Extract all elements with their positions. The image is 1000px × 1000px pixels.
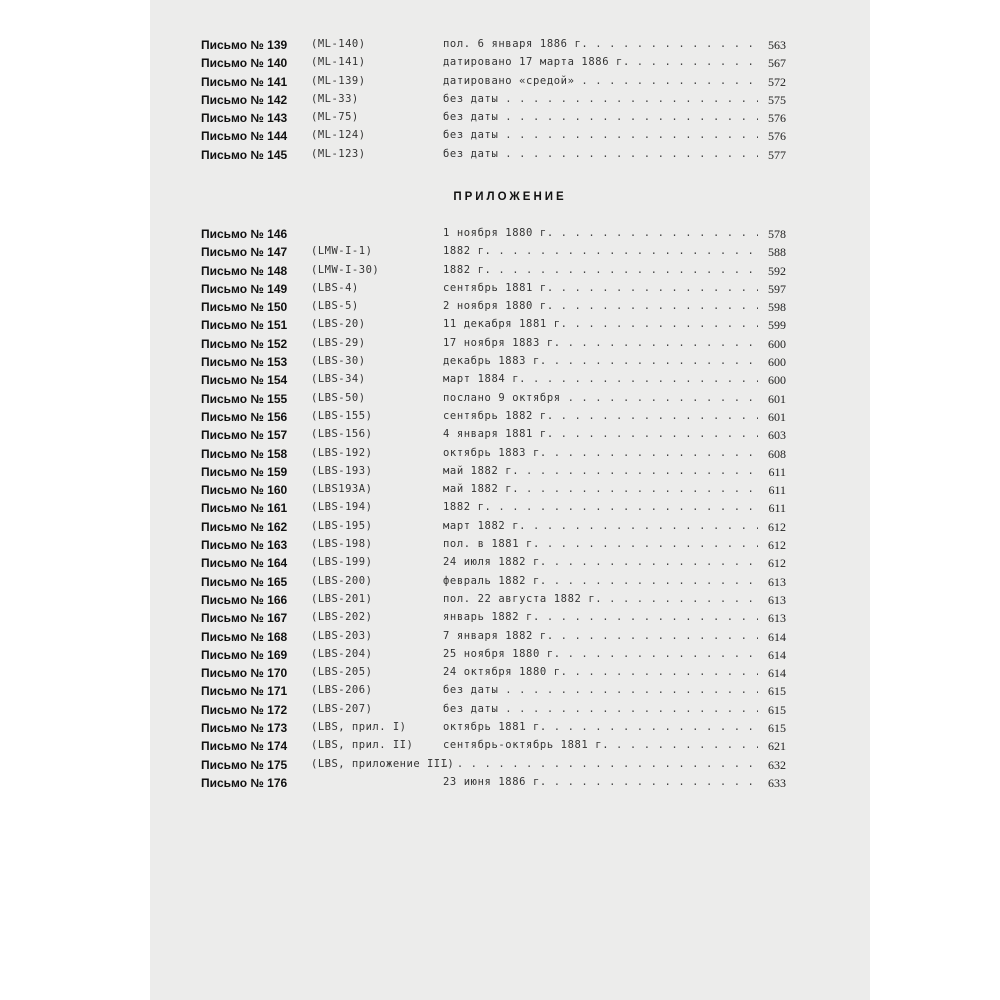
page-number: 612 xyxy=(768,538,786,553)
page-number: 572 xyxy=(768,74,786,89)
letter-title: Письмо № 144 xyxy=(201,129,288,144)
archive-code: (ML-124) xyxy=(311,129,366,142)
archive-code: (LBS, приложение III) xyxy=(311,757,455,770)
letter-title: Письмо № 158 xyxy=(201,446,288,461)
letter-date: 24 октября 1880 г. . . . xyxy=(443,666,758,678)
letter-date: без даты . . . xyxy=(443,93,758,105)
letter-date: послано 9 октября . . . xyxy=(443,392,758,404)
toc-entry xyxy=(201,55,786,73)
page-number: 576 xyxy=(768,111,786,126)
toc-entry xyxy=(201,610,786,628)
toc-entry xyxy=(201,629,786,647)
letter-date: март 1882 г. . . . xyxy=(443,520,758,532)
toc-entry xyxy=(201,537,786,555)
page-number: 598 xyxy=(768,300,786,315)
page-number: 611 xyxy=(768,501,786,516)
letter-title: Письмо № 151 xyxy=(201,318,288,333)
letter-date: 4 января 1881 г. . . . xyxy=(443,428,758,440)
contents-list-appendix xyxy=(201,226,786,793)
letter-title: Письмо № 147 xyxy=(201,245,288,260)
letter-title: Письмо № 154 xyxy=(201,373,288,388)
letter-date: 23 июня 1886 г. . . . xyxy=(443,776,758,788)
archive-code: (LBS-201) xyxy=(311,592,373,605)
toc-entry xyxy=(201,92,786,110)
toc-entry xyxy=(201,128,786,146)
letter-date: октябрь 1883 г. . . . xyxy=(443,447,758,459)
letter-date: датировано 17 марта 1886 г. . . . xyxy=(443,56,758,68)
letter-title: Письмо № 148 xyxy=(201,263,288,278)
toc-entry xyxy=(201,757,786,775)
archive-code: (LBS-5) xyxy=(311,300,359,313)
letter-title: Письмо № 168 xyxy=(201,629,288,644)
page-number: 601 xyxy=(768,391,786,406)
letter-date: март 1884 г. . . . xyxy=(443,373,758,385)
page-number: 599 xyxy=(768,318,786,333)
letter-date: 17 ноября 1883 г. . . . xyxy=(443,337,758,349)
letter-title: Письмо № 139 xyxy=(201,38,288,52)
page-number: 615 xyxy=(768,721,786,736)
page-number: 613 xyxy=(768,592,786,607)
archive-code: (LBS-156) xyxy=(311,428,373,441)
page-number: 575 xyxy=(768,92,786,107)
toc-entry xyxy=(201,147,786,165)
letter-title: Письмо № 172 xyxy=(201,702,288,717)
page-number: 611 xyxy=(768,464,786,479)
page-number: 612 xyxy=(768,556,786,571)
appendix-heading: ПРИЛОЖЕНИЕ xyxy=(453,191,567,203)
page-number: 621 xyxy=(768,739,786,754)
toc-entry xyxy=(201,244,786,262)
toc-entry xyxy=(201,683,786,701)
toc-entry xyxy=(201,592,786,610)
page-number: 612 xyxy=(768,519,786,534)
letter-date xyxy=(443,758,758,770)
letter-title: Письмо № 159 xyxy=(201,464,288,479)
archive-code: (LBS193A) xyxy=(311,483,373,496)
archive-code: (LBS, прил. I) xyxy=(311,721,407,734)
archive-code: (LBS-192) xyxy=(311,446,373,459)
page-number: 613 xyxy=(768,574,786,589)
archive-code: (LBS-4) xyxy=(311,281,359,294)
toc-entry xyxy=(201,702,786,720)
letter-date: январь 1882 г. . . . xyxy=(443,611,758,623)
letter-title: Письмо № 155 xyxy=(201,391,288,406)
toc-entry xyxy=(201,74,786,92)
toc-entry xyxy=(201,299,786,317)
archive-code: (LBS-193) xyxy=(311,464,373,477)
letter-title: Письмо № 142 xyxy=(201,92,288,107)
archive-code: (LBS-34) xyxy=(311,373,366,386)
page-number: 600 xyxy=(768,336,786,351)
page-number: 597 xyxy=(768,281,786,296)
toc-entry xyxy=(201,482,786,500)
letter-title: Письмо № 176 xyxy=(201,775,288,790)
page-number: 588 xyxy=(768,245,786,260)
letter-date: октябрь 1881 г. . . . xyxy=(443,721,758,733)
toc-entry xyxy=(201,574,786,592)
letter-title: Письмо № 160 xyxy=(201,483,288,498)
archive-code: (LBS-29) xyxy=(311,336,366,349)
toc-entry xyxy=(201,500,786,518)
archive-code: (LBS-155) xyxy=(311,409,373,422)
toc-entry xyxy=(201,391,786,409)
letter-title: Письмо № 152 xyxy=(201,336,288,351)
toc-entry xyxy=(201,263,786,281)
toc-entry xyxy=(201,738,786,756)
page-number: 577 xyxy=(768,147,786,162)
archive-code: (ML-123) xyxy=(311,147,366,160)
letter-date: сентябрь 1881 г. . . . xyxy=(443,282,758,294)
letter-title: Письмо № 171 xyxy=(201,684,288,699)
toc-entry xyxy=(201,110,786,128)
archive-code: (LBS-202) xyxy=(311,611,373,624)
toc-entry xyxy=(201,336,786,354)
letter-title: Письмо № 173 xyxy=(201,721,288,736)
letter-date: без даты . . . xyxy=(443,684,758,696)
page-number: 633 xyxy=(768,775,786,790)
letter-title: Письмо № 169 xyxy=(201,647,288,662)
letter-title: Письмо № 166 xyxy=(201,592,288,607)
toc-entry xyxy=(201,281,786,299)
letter-title: Письмо № 150 xyxy=(201,300,288,315)
archive-code: (LBS-203) xyxy=(311,629,373,642)
archive-code: (LBS-20) xyxy=(311,318,366,331)
toc-entry xyxy=(201,720,786,738)
letter-title: Письмо № 162 xyxy=(201,519,288,534)
letter-date: 11 декабря 1881 г. . . . xyxy=(443,318,758,330)
page-number: 614 xyxy=(768,647,786,662)
page-number: 611 xyxy=(768,483,786,498)
page-number: 632 xyxy=(768,757,786,772)
archive-code: (LBS-206) xyxy=(311,684,373,697)
letter-title: Письмо № 157 xyxy=(201,428,288,443)
letter-date: февраль 1882 г. . . . xyxy=(443,575,758,587)
archive-code: (LBS-198) xyxy=(311,538,373,551)
letter-date: 2 ноября 1880 г. . . . xyxy=(443,300,758,312)
archive-code: (ML-75) xyxy=(311,111,359,124)
archive-code: (LBS-204) xyxy=(311,647,373,660)
toc-entry xyxy=(201,775,786,793)
toc-entry xyxy=(201,519,786,537)
page-number: 576 xyxy=(768,129,786,144)
letter-title: Письмо № 143 xyxy=(201,111,288,126)
page-number: 615 xyxy=(768,684,786,699)
letter-title: Письмо № 167 xyxy=(201,611,288,626)
page-number: 592 xyxy=(768,263,786,278)
archive-code: (LBS-207) xyxy=(311,702,373,715)
letter-date: 1882 г. . . . xyxy=(443,264,758,276)
toc-entry xyxy=(201,665,786,683)
toc-entry xyxy=(201,409,786,427)
page-number: 615 xyxy=(768,702,786,717)
letter-date: май 1882 г. . . . xyxy=(443,483,758,495)
toc-entry xyxy=(201,555,786,573)
letter-date: сентябрь-октябрь 1881 г. . . . xyxy=(443,739,758,751)
letter-title: Письмо № 175 xyxy=(201,757,288,772)
archive-code: (LBS-199) xyxy=(311,556,373,569)
toc-entry xyxy=(201,464,786,482)
letter-date: май 1882 г. . . . xyxy=(443,465,758,477)
page-number: 614 xyxy=(768,629,786,644)
page-number: 614 xyxy=(768,666,786,681)
page-number: 613 xyxy=(768,611,786,626)
letter-date: 25 ноября 1880 г. . . . xyxy=(443,648,758,660)
archive-code: (ML-141) xyxy=(311,56,366,69)
archive-code: (LBS-195) xyxy=(311,519,373,532)
page-number: 578 xyxy=(768,227,786,241)
letter-title: Письмо № 163 xyxy=(201,538,288,553)
letter-date: декабрь 1883 г. . . . xyxy=(443,355,758,367)
toc-entry xyxy=(201,317,786,335)
archive-code: (ML-139) xyxy=(311,74,366,87)
letter-date: пол. 22 августа 1882 г. . . . xyxy=(443,593,758,605)
archive-code: (ML-33) xyxy=(311,92,359,105)
letter-date: пол. в 1881 г. . . . xyxy=(443,538,758,550)
toc-entry xyxy=(201,37,786,55)
letter-title: Письмо № 165 xyxy=(201,574,288,589)
letter-title: Письмо № 156 xyxy=(201,409,288,424)
toc-entry xyxy=(201,226,786,244)
toc-entry xyxy=(201,427,786,445)
letter-date: датировано «средой» . . . xyxy=(443,75,758,87)
letter-date: без даты . . . xyxy=(443,129,758,141)
letter-title: Письмо № 161 xyxy=(201,501,288,516)
archive-code: (LBS-50) xyxy=(311,391,366,404)
letter-title: Письмо № 149 xyxy=(201,281,288,296)
letter-title: Письмо № 146 xyxy=(201,227,288,241)
archive-code: (LBS-205) xyxy=(311,666,373,679)
toc-entry xyxy=(201,354,786,372)
archive-code: (LBS, прил. II) xyxy=(311,739,414,752)
letter-date: без даты . . . xyxy=(443,703,758,715)
letter-title: Письмо № 153 xyxy=(201,355,288,370)
archive-code: (LBS-30) xyxy=(311,355,366,368)
letter-date: без даты . . . xyxy=(443,148,758,160)
letter-title: Письмо № 170 xyxy=(201,666,288,681)
page-number: 600 xyxy=(768,373,786,388)
letter-date: 1882 г. . . . xyxy=(443,501,758,513)
contents-list-main xyxy=(201,37,786,165)
page-number: 601 xyxy=(768,409,786,424)
letter-date: 24 июля 1882 г. . . . xyxy=(443,556,758,568)
archive-code: (ML-140) xyxy=(311,38,366,50)
letter-title: Письмо № 174 xyxy=(201,739,288,754)
letter-date: без даты . . . xyxy=(443,111,758,123)
archive-code: (LBS-200) xyxy=(311,574,373,587)
toc-entry xyxy=(201,372,786,390)
page-number: 608 xyxy=(768,446,786,461)
letter-title: Письмо № 164 xyxy=(201,556,288,571)
letter-title: Письмо № 141 xyxy=(201,74,288,89)
letter-date: 1 ноября 1880 г. . . . xyxy=(443,227,758,239)
toc-entry xyxy=(201,446,786,464)
letter-date: сентябрь 1882 г. . . . xyxy=(443,410,758,422)
page-number: 600 xyxy=(768,355,786,370)
letter-title: Письмо № 140 xyxy=(201,56,288,71)
letter-date: 1882 г. . . . xyxy=(443,245,758,257)
toc-entry xyxy=(201,647,786,665)
archive-code: (LBS-194) xyxy=(311,501,373,514)
archive-code: (LMW-I-30) xyxy=(311,263,380,276)
page-number: 603 xyxy=(768,428,786,443)
archive-code: (LMW-I-1) xyxy=(311,245,373,258)
page-number: 567 xyxy=(768,56,786,71)
letter-title: Письмо № 145 xyxy=(201,147,288,162)
page-number: 563 xyxy=(768,38,786,52)
letter-date: пол. 6 января 1886 г. . . . xyxy=(443,38,758,50)
letter-date: 7 января 1882 г. . . . xyxy=(443,630,758,642)
